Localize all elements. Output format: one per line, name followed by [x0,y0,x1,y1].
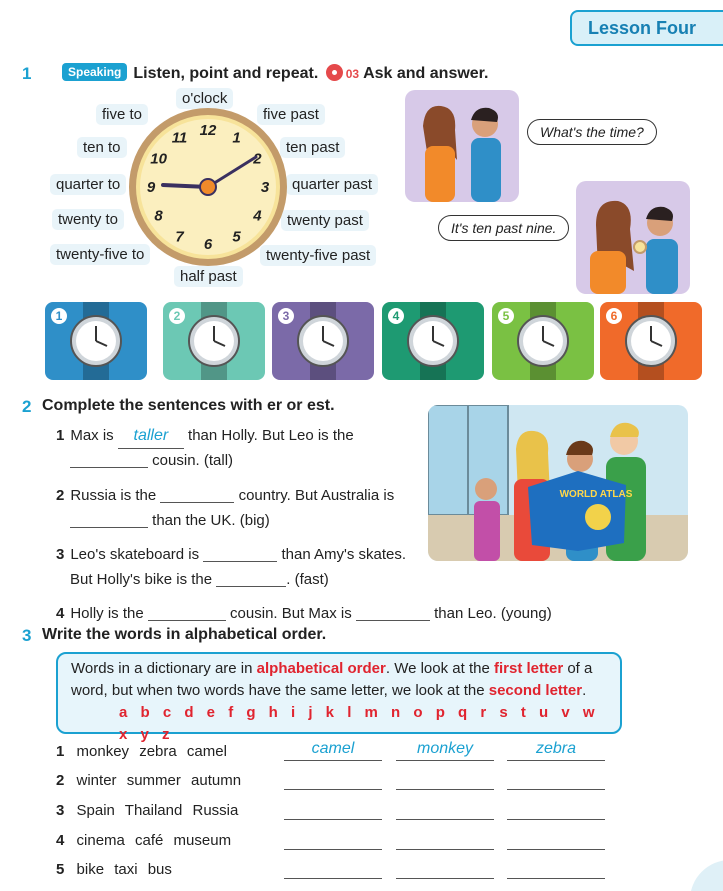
label-quarter-to: quarter to [50,174,126,195]
highlight-alphabetical-order: alphabetical order [256,660,386,677]
answer-line[interactable] [284,855,382,879]
sentence-4: 4 Holly is the cousin. But Max is than Leo. (young) [56,605,552,622]
answer-line[interactable] [396,766,494,790]
answer-line[interactable] [396,796,494,820]
exercise-3-number: 3 [22,626,32,645]
clock-number: 5 [232,228,241,246]
watch-panel-number: 4 [386,306,406,326]
watch-panel [600,302,702,380]
atlas-cover-title: WORLD ATLAS [559,489,633,500]
watch-panel [163,302,265,380]
exercise-1-instruction-2: Ask and answer. [363,65,489,82]
answer-line[interactable] [507,796,605,820]
watch-panel-number: 6 [604,306,624,326]
audio-cd-icon[interactable] [326,64,343,81]
decorative-corner-circle [690,860,723,891]
children-reading-atlas [428,405,688,561]
label-twenty-past: twenty past [281,210,369,231]
answer-line[interactable] [507,826,605,850]
blank-2a[interactable] [160,487,234,503]
clock-face-svg [123,105,293,270]
watch-panel-number: 2 [167,306,187,326]
exercise-2-number: 2 [22,397,32,416]
clock-number: 3 [260,179,270,196]
exercise-1-number: 1 [22,64,32,83]
watch-panel [382,302,484,380]
clock-number: 12 [199,122,217,139]
sentence-3: 3 Leo's skateboard is than Amy's skates. [56,546,407,563]
answer-line[interactable] [284,826,382,850]
lesson-title-tab: Lesson Four [570,10,723,46]
blank-2b[interactable] [70,512,148,528]
alphabet-line: a b c d e f g h i j k l m n o p q r s t u v w x y z [119,704,600,743]
clock-number: 1 [232,129,241,147]
answer-line[interactable] [507,766,605,790]
sentence-2-line-2: than the UK. (big) [70,509,270,533]
label-five-to: five to [96,104,148,125]
watch-panel-number: 3 [276,306,296,326]
answer-line[interactable]: monkey [396,737,494,761]
clock-number: 10 [150,150,167,168]
clock-number: 11 [171,129,188,147]
label-oclock: o'clock [176,88,233,109]
alphabetical-order-info-box: Words in a dictionary are in alphabetical order. We look at the first letter of a word, but when two words have the same letter, we look at the second letter. a b c d e f g h i j k l m n o p q r s t u v w x y z [56,652,622,734]
highlight-second-letter: second letter [488,682,583,699]
label-half-past: half past [174,266,243,287]
answer-line[interactable] [284,796,382,820]
label-ten-to: ten to [77,137,127,158]
answer-line[interactable] [396,855,494,879]
label-twenty-five-to: twenty-five to [50,244,150,265]
sentence-1-line-2: cousin. (tall) [70,449,233,473]
word-row-3: 3 Spain Thailand Russia [56,802,239,819]
clock [123,105,293,270]
answer-line[interactable] [284,766,382,790]
watch-panel [45,302,147,380]
exercise-3-title: Write the words in alphabetical order. [42,626,327,643]
blank-4a[interactable] [148,605,226,621]
sentence-3-line-2: But Holly's bike is the . (fast) [70,571,329,588]
blank-3b[interactable] [216,571,286,587]
label-quarter-past: quarter past [286,174,378,195]
answer-line[interactable] [396,826,494,850]
label-five-past: five past [257,104,325,125]
answer-line[interactable]: camel [284,737,382,761]
clock-number: 4 [253,207,262,225]
clock-number: 2 [253,150,262,168]
speech-bubble-question: What's the time? [527,119,657,145]
answer-line[interactable] [507,855,605,879]
clock-number: 9 [146,179,156,196]
watch-panel [272,302,374,380]
watch-panel [492,302,594,380]
scene-answering-time [576,181,690,294]
label-twenty-five-past: twenty-five past [260,245,376,266]
scene-asking-time [405,90,519,202]
answer-line[interactable]: zebra [507,737,605,761]
blank-4b[interactable] [356,605,430,621]
highlight-first-letter: first letter [493,660,564,677]
clock-number: 7 [175,228,184,246]
speech-bubble-answer: It's ten past nine. [438,215,569,241]
word-row-2: 2 winter summer autumn [56,772,242,789]
word-row-5: 5 bike taxi bus [56,861,172,878]
speaking-badge: Speaking [62,63,127,81]
label-ten-past: ten past [280,137,345,158]
watch-panel-number: 5 [496,306,516,326]
atlas-illustration [428,405,688,561]
girl-boy-illustration [405,90,519,202]
clock-number: 8 [154,207,163,225]
girl-boy-watch-illustration [576,181,690,294]
exercise-1-instruction: Listen, point and repeat. [133,65,319,82]
exercise-2-title: Complete the sentences with er or est. [42,397,335,414]
answer-taller[interactable]: taller [118,424,184,449]
watch-panel-number: 1 [49,306,69,326]
blank-1b[interactable] [70,452,148,468]
exercise-1-title [62,63,488,83]
blank-3a[interactable] [203,546,277,562]
word-row-4: 4 cinema café museum [56,832,232,849]
clock-number: 6 [203,236,213,253]
audio-track-number: 03 [345,67,360,81]
sentence-1: 1 Max is taller than Holly. But Leo is the [56,424,354,449]
label-twenty-to: twenty to [52,209,124,230]
sentence-2: 2 Russia is the country. But Australia is [56,487,395,504]
word-row-1: 1 monkey zebra camel [56,743,227,760]
